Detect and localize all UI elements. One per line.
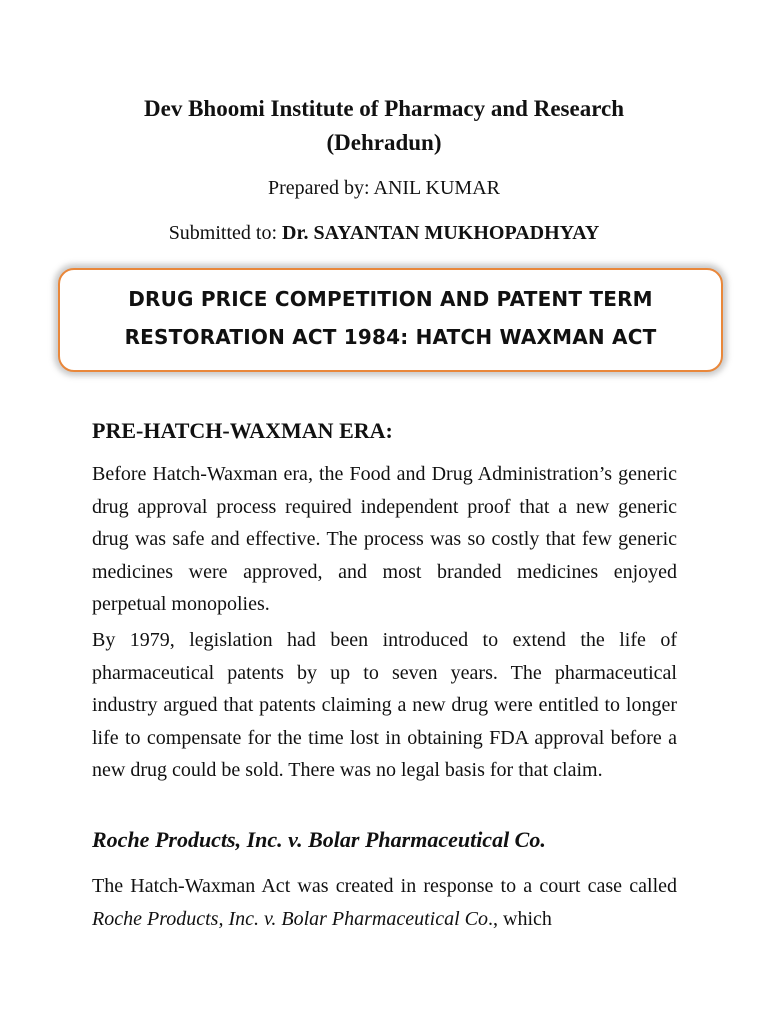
title-line-2: RESTORATION ACT 1984: HATCH WAXMAN ACT (124, 325, 657, 349)
title-line-1: DRUG PRICE COMPETITION AND PATENT TERM (128, 287, 653, 311)
paragraph-1: Before Hatch-Waxman era, the Food and Drug Administration’s generic drug approval process required independent proof that a new generic drug was safe and effective. The process was so costly that few generic medicines were approved, and most branded medicines enjoyed perpetual monopolies. (92, 463, 677, 616)
document-title-box (58, 268, 723, 372)
submitted-to-name: Dr. SAYANTAN MUKHOPADHYAY (282, 222, 600, 244)
section-heading-roche-v-bolar: Roche Products, Inc. v. Bolar Pharmaceutical Co. (92, 827, 546, 852)
paragraph-3-start: The Hatch-Waxman Act was created in response to a court case called (92, 875, 677, 897)
institute-name (0, 92, 768, 160)
paragraph-3 (92, 870, 677, 935)
document-title (125, 280, 657, 356)
institute-line-1: Dev Bhoomi Institute of Pharmacy and Research (144, 96, 624, 121)
submitted-to-label: Submitted to: (168, 222, 283, 244)
submitted-to (0, 220, 768, 246)
paragraph-2: By 1979, legislation had been introduced to extend the life of pharmaceutical patents by up to seven years. The pharmaceutical industry argued that patents claiming a new drug were entitled to longer life to compensate for the time lost in obtaining FDA approval before a new drug could be sold. There was no legal basis for that claim. (92, 629, 677, 782)
paragraph-3-case-name: Roche Products, Inc. v. Bolar Pharmaceutical Co (92, 907, 489, 930)
section-heading-pre-hatch-waxman: PRE-HATCH-WAXMAN ERA: (92, 418, 393, 443)
paragraph-3-end: ., which (488, 907, 552, 930)
institute-line-2: (Dehradun) (326, 130, 442, 155)
prepared-by: Prepared by: ANIL KUMAR (267, 177, 500, 199)
